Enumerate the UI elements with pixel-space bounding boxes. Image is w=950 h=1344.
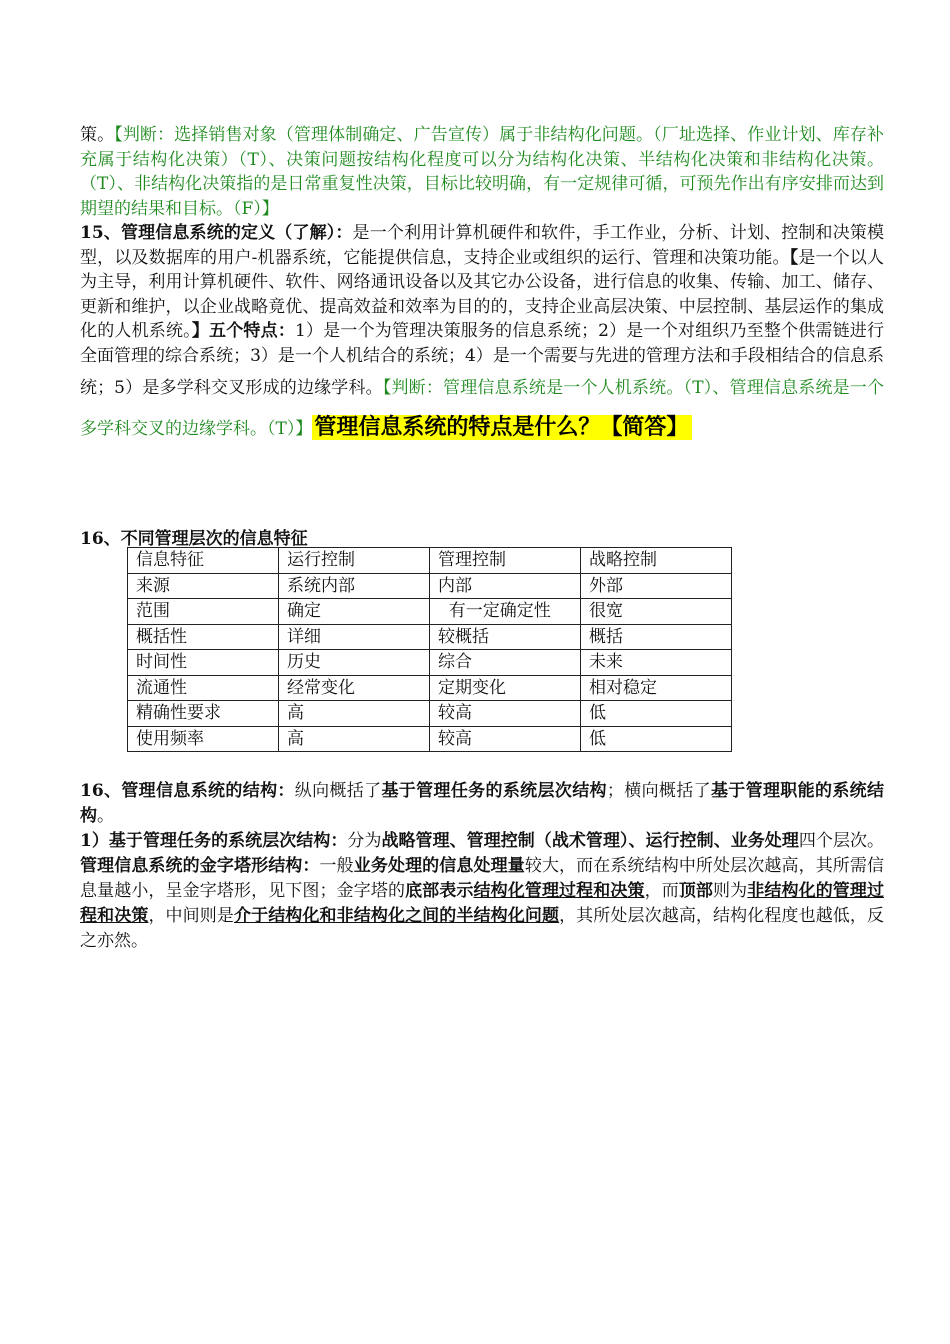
table-body (128, 548, 732, 752)
table-cell: 经常变化 (279, 675, 430, 701)
table-cell: 范围 (128, 599, 279, 625)
table-cell: 来源 (128, 573, 279, 599)
structure-section (80, 779, 884, 954)
table-cell: 内部 (430, 573, 581, 599)
text-run: 一般 (319, 856, 354, 876)
structure-heading: 16、管理信息系统的结构： (80, 781, 295, 801)
text-run: 则为 (713, 881, 748, 901)
paragraph-lead: 策。 (80, 125, 115, 145)
table-row (128, 701, 732, 727)
table-cell: 管理控制 (430, 548, 581, 574)
table-cell: 相对稳定 (581, 675, 732, 701)
text-run: 。 (97, 806, 114, 826)
bold-run: 顶部 (678, 881, 714, 901)
table-cell: 综合 (430, 650, 581, 676)
definition-text-2: 是一个以人为主导，利用计算机硬件、软件、网络通讯设备以及其它办公设备，进行信息的收集、传输、加工、储存、更新和维护，以企业战略竟优、提高效益和效率为目的的，支持企业高层决策、中层控制、基层运作的集成化的人机系统。 (80, 247, 885, 341)
table-cell: 使用频率 (128, 726, 279, 752)
judgement-note-2: 【判断：管理信息系统是一个人机系统。（T）、管理信息系统是一个多学科交叉的边缘学科。（T）】 (80, 378, 884, 439)
table-cell: 概括 (581, 624, 732, 650)
paragraph-mis-structure (80, 779, 884, 829)
text-run: 较大，而在系统结构中所处层次越高，其所需信息量越小，呈金字塔形，见下图；金字塔的 (80, 856, 885, 901)
table-row (128, 726, 732, 752)
table-cell: 精确性要求 (128, 701, 279, 727)
table-row (128, 624, 732, 650)
section-15-heading: 15、管理信息系统的定义（了解）： (80, 223, 353, 243)
bold-run: 业务处理的信息处理量 (353, 856, 525, 876)
table-cell: 系统内部 (279, 573, 430, 599)
table-cell: 高 (279, 701, 430, 727)
table-cell: 很宽 (581, 599, 732, 625)
table-cell: 较高 (430, 726, 581, 752)
definition-text: 是一个利用计算机硬件和软件，手工作业，分析、计划、控制和决策模型，以及数据库的用户-机器系统，它能提供信息，支持企业或组织的运行、管理和决策功能。 (80, 223, 884, 268)
paragraph-decision-judgement (80, 123, 884, 221)
bold-run: 底部表示 (405, 881, 474, 901)
five-features-text: 1）是一个为管理决策服务的信息系统；2）是一个对组织乃至整个供需链进行全面管理的综合系统；3）是一个人机结合的系统；4）是一个需要与先进的管理方法和手段相结合的信息系统；5）是多学科交叉形成的边缘学科。 (80, 321, 885, 398)
info-characteristics-table (127, 547, 732, 752)
table-cell: 运行控制 (279, 548, 430, 574)
table-cell: 较高 (430, 701, 581, 727)
hierarchy-heading: 1）基于管理任务的系统层次结构： (80, 831, 348, 851)
table-cell: 详细 (279, 624, 430, 650)
table-cell: 战略控制 (581, 548, 732, 574)
table-row (128, 573, 732, 599)
table-cell: 外部 (581, 573, 732, 599)
bold-run: 战略管理、管理控制（战术管理）、运行控制、业务处理 (381, 831, 799, 851)
table-cell: 有一定确定性 (430, 599, 581, 625)
text-run: ，而 (644, 881, 679, 901)
table-cell: 高 (279, 726, 430, 752)
judgement-note: 【判断：选择销售对象（管理体制确定、广告宣传）属于非结构化问题。（厂址选择、作业计划、库存补充属于结构化决策）（T）、决策问题按结构化程度可以分为结构化决策、半结构化决策和非结构化决策。（T）、非结构化决策指的是日常重复性决策，目标比较明确，有一定规律可循，可预先作出有序安排而达到期望的结果和目标。（F）】 (80, 125, 885, 219)
table-cell: 概括性 (128, 624, 279, 650)
table-cell: 信息特征 (128, 548, 279, 574)
text-run: 四个层次。 (798, 831, 885, 851)
text-run: ，其所处层次越高，结构化程度也越低，反之亦然。 (80, 906, 885, 951)
table-cell: 未来 (581, 650, 732, 676)
table-cell: 历史 (279, 650, 430, 676)
table-cell: 确定 (279, 599, 430, 625)
bold-run: 基于管理职能的系统结构 (80, 781, 885, 826)
five-features-label: 】五个特点： (191, 321, 296, 341)
table-row (128, 675, 732, 701)
text-run: ，中间则是 (148, 906, 234, 926)
table-cell: 低 (581, 701, 732, 727)
bracket-open: 【 (789, 247, 799, 268)
table-cell: 低 (581, 726, 732, 752)
text-run: 纵向概括了 (294, 781, 382, 801)
document-body (80, 123, 884, 449)
table-cell: 流通性 (128, 675, 279, 701)
section-16-heading: 16、不同管理层次的信息特征 (80, 529, 308, 549)
table-cell: 较概括 (430, 624, 581, 650)
text-run: ；横向概括了 (606, 781, 711, 801)
bold-underline-run: 非结构化的管理过程和决策 (80, 881, 885, 926)
bold-underline-run: 结构化管理过程和决策 (473, 881, 645, 901)
text-run: 分为 (347, 831, 382, 851)
bold-run: 基于管理任务的系统层次结构 (381, 781, 607, 801)
highlighted-question: 管理信息系统的特点是什么？【简答】 (312, 415, 692, 440)
table-row (128, 650, 732, 676)
table-cell: 时间性 (128, 650, 279, 676)
paragraph-mis-definition (80, 221, 884, 449)
table-header-row (128, 548, 732, 574)
table-cell: 定期变化 (430, 675, 581, 701)
table-row (128, 599, 732, 625)
paragraph-hierarchy-structure (80, 829, 884, 954)
bold-underline-run: 介于结构化和非结构化之间的半结构化问题 (233, 906, 560, 926)
bold-run: 管理信息系统的金字塔形结构： (80, 856, 320, 876)
